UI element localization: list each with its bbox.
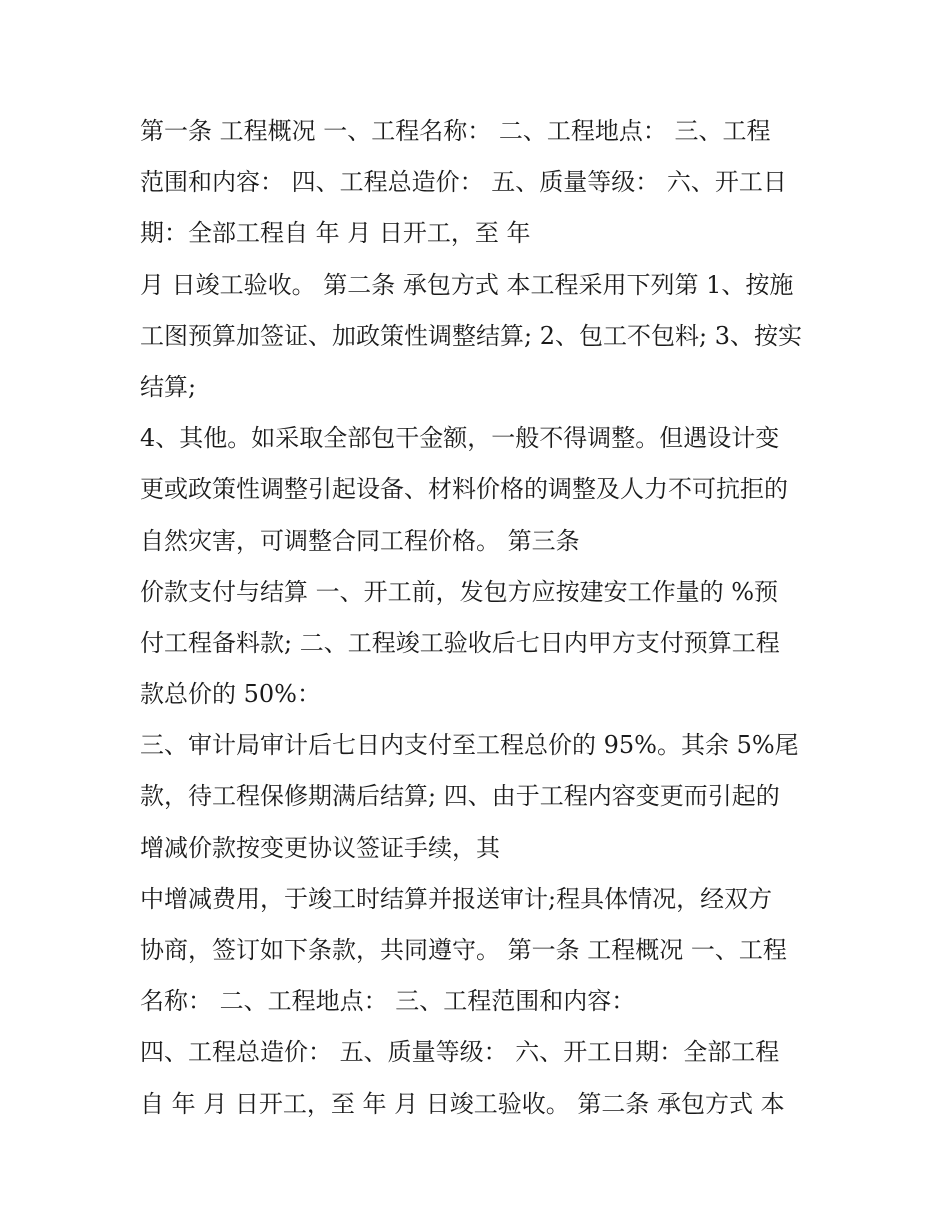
text-line: 自然灾害，可调整合同工程价格。 第三条	[140, 526, 580, 555]
text-line: 名称： 二、工程地点： 三、工程范围和内容：	[140, 987, 636, 1016]
text-line: 第一条 工程概况 一、工程名称： 二、工程地点： 三、工程	[140, 117, 771, 145]
text-line: 协商，签订如下条款，共同遵守。 第一条 工程概况 一、工程	[140, 936, 787, 964]
text-line: 价款支付与结算 一、开工前，发包方应按建安工作量的 %预	[140, 577, 779, 606]
text-line: 增减价款按变更协议签证手续，其	[140, 833, 500, 862]
text-line: 自 年 月 日开工，至 年 月 日竣工验收。 第二条 承包方式 本	[140, 1089, 785, 1118]
text-line: 月 日竣工验收。 第二条 承包方式 本工程采用下列第 1、按施	[140, 270, 794, 299]
text-line: 付工程备料款; 二、工程竣工验收后七日内甲方支付预算工程	[140, 628, 780, 657]
text-line: 中增减费用，于竣工时结算并报送审计;程具体情况，经双方	[140, 884, 773, 913]
text-line: 期：全部工程自 年 月 日开工，至 年	[140, 219, 531, 248]
contract-text	[140, 106, 820, 1130]
text-line: 四、工程总造价： 五、质量等级： 六、开工日期：全部工程	[140, 1038, 780, 1067]
text-line: 三、审计局审计后七日内支付至工程总价的 95%。其余 5%尾	[140, 731, 799, 760]
text-line: 工图预算加签证、加政策性调整结算; 2、包工不包料; 3、按实	[140, 321, 802, 350]
text-line: 更或政策性调整引起设备、材料价格的调整及人力不可抗拒的	[140, 475, 788, 504]
text-line: 款总价的 50%：	[140, 680, 321, 709]
text-line: 结算;	[140, 372, 197, 401]
text-line: 款，待工程保修期满后结算; 四、由于工程内容变更而引起的	[140, 782, 780, 811]
text-line: 4、其他。如采取全部包干金额，一般不得调整。但遇设计变	[140, 424, 780, 453]
text-line: 范围和内容： 四、工程总造价： 五、质量等级： 六、开工日	[140, 168, 787, 197]
